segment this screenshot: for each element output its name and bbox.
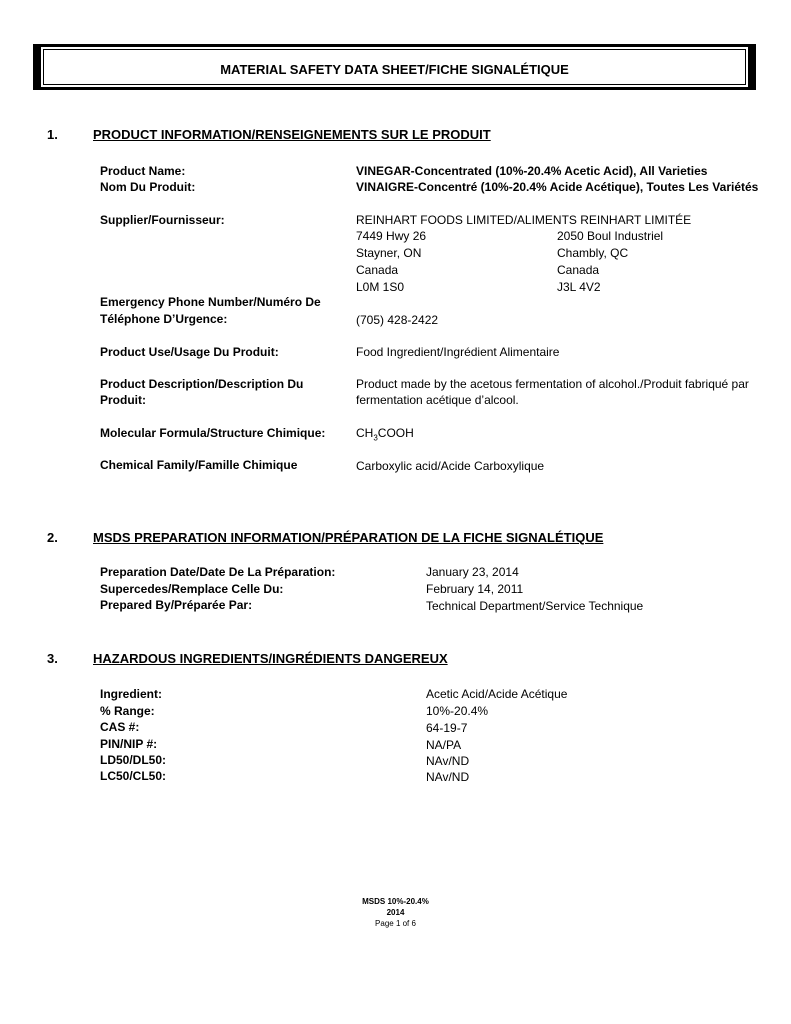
ingredient-row-value: NAv/ND: [426, 770, 470, 784]
footer-page-number: Page 1 of 6: [375, 919, 416, 928]
ingredient-row-value: 64-19-7: [426, 721, 468, 735]
address1-line: Stayner, ON: [356, 246, 422, 260]
formula-part: COOH: [377, 426, 414, 440]
prep-row-value: January 23, 2014: [426, 565, 519, 579]
ingredient-row-label: PIN/NIP #:: [100, 737, 158, 751]
product-description-value: fermentation acétique d’alcool.: [356, 393, 519, 407]
ingredient-row-label: Ingredient:: [100, 687, 162, 701]
ingredient-row-label: % Range:: [100, 704, 155, 718]
ingredient-row-label: LD50/DL50:: [100, 753, 167, 767]
prep-row-label: Prepared By/Préparée Par:: [100, 598, 253, 612]
section-3-title: HAZARDOUS INGREDIENTS/INGRÉDIENTS DANGEREUX: [93, 651, 448, 666]
emergency-phone-value: (705) 428-2422: [356, 313, 439, 327]
prep-row-value: February 14, 2011: [426, 582, 524, 596]
ingredient-row-label: CAS #:: [100, 720, 140, 734]
product-description-label: Product Description/Description Du: [100, 377, 304, 391]
molecular-formula-value: [356, 425, 414, 442]
emergency-phone-label: Téléphone D’Urgence:: [100, 312, 228, 326]
nom-du-produit-label: Nom Du Produit:: [100, 180, 196, 194]
product-description-label: Produit:: [100, 393, 146, 407]
address2-line: J3L 4V2: [557, 280, 601, 294]
ingredient-row-value: NAv/ND: [426, 754, 470, 768]
section-3-number: 3.: [47, 651, 58, 666]
footer-doc-id: MSDS 10%-20.4%: [362, 897, 429, 906]
prep-row-label: Supercedes/Remplace Celle Du:: [100, 582, 284, 596]
ingredient-row-value: 10%-20.4%: [426, 704, 489, 718]
address1-line: L0M 1S0: [356, 280, 405, 294]
address2-line: Canada: [557, 263, 600, 277]
product-name-value: VINEGAR-Concentrated (10%-20.4% Acetic Acid), All Varieties: [356, 164, 708, 178]
ingredient-row-value: NA/PA: [426, 738, 462, 752]
product-use-value: Food Ingredient/Ingrédient Alimentaire: [356, 345, 560, 359]
address2-line: 2050 Boul Industriel: [557, 229, 664, 243]
nom-du-produit-value: VINAIGRE-Concentré (10%-20.4% Acide Acétique), Toutes Les Variétés: [356, 180, 759, 194]
supplier-label: Supplier/Fournisseur:: [100, 213, 225, 227]
prep-row-label: Preparation Date/Date De La Préparation:: [100, 565, 336, 579]
section-1-number: 1.: [47, 127, 58, 142]
address2-line: Chambly, QC: [557, 246, 629, 260]
ingredient-row-value: Acetic Acid/Acide Acétique: [426, 687, 568, 701]
ingredient-row-label: LC50/CL50:: [100, 769, 167, 783]
product-use-label: Product Use/Usage Du Produit:: [100, 345, 279, 359]
supplier-name: REINHART FOODS LIMITED/ALIMENTS REINHART LIMITÉE: [356, 213, 692, 227]
address1-line: Canada: [356, 263, 399, 277]
section-2-number: 2.: [47, 530, 58, 545]
prep-row-value: Technical Department/Service Technique: [426, 599, 644, 613]
address1-line: 7449 Hwy 26: [356, 229, 427, 243]
footer-year: 2014: [386, 908, 405, 917]
section-2-title: MSDS PREPARATION INFORMATION/PRÉPARATION DE LA FICHE SIGNALÉTIQUE: [93, 530, 604, 545]
emergency-phone-label: Emergency Phone Number/Numéro De: [100, 295, 321, 309]
document-title: MATERIAL SAFETY DATA SHEET/FICHE SIGNALÉTIQUE: [220, 62, 569, 77]
molecular-formula-label: Molecular Formula/Structure Chimique:: [100, 426, 326, 440]
formula-subscript: 3: [373, 433, 378, 443]
chemical-family-value: Carboxylic acid/Acide Carboxylique: [356, 459, 545, 473]
formula-part: CH: [356, 426, 374, 440]
product-name-label: Product Name:: [100, 164, 186, 178]
section-1-title: PRODUCT INFORMATION/RENSEIGNEMENTS SUR LE PRODUIT: [93, 127, 491, 142]
chemical-family-label: Chemical Family/Famille Chimique: [100, 458, 298, 472]
product-description-value: Product made by the acetous fermentation of alcohol./Produit fabriqué par: [356, 377, 749, 391]
title-box: [38, 44, 751, 90]
